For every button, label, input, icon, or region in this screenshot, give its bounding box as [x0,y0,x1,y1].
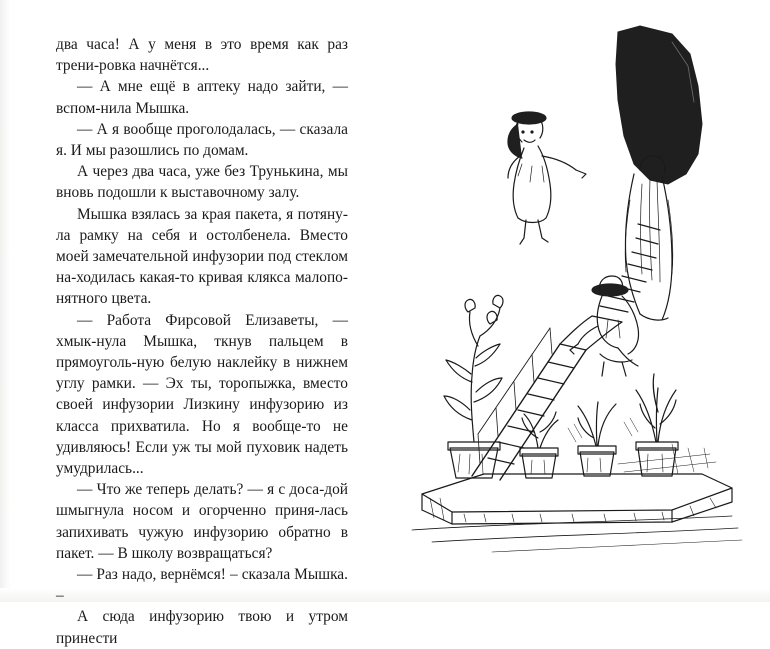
paragraph: Мышка взялась за края пакета, я потяну-ла рамку на себя и остолбенела. Вместо моей замечательной инфузории под стеклом на-ходилась какая-то кривая клякса малопо-нятного цвета. [56,205,348,308]
paragraph: — Что же теперь делать? — я с доса-дой шмыгнула носом и огорченно приня-лась запихивать чужую инфузорию обратно в пакет. — В школу возвращаться? [56,481,348,562]
page-text-column [56,34,348,649]
scan-edge-left [0,0,10,602]
page-illustration [372,24,748,554]
paragraph: два часа! А у меня в это время как раз трени-ровка начнётся... [56,36,348,75]
paragraph: — А я вообще проголодалась, — сказала я. И мы разошлись по домам. [56,120,348,160]
paragraph: А сюда инфузорию твою и утром принести [56,608,348,647]
paragraph: — Раз надо, вернёмся! – сказала Мышка. – [56,566,348,605]
paragraph: А через два часа, уже без Трунькина, мы вновь подошли к выставочному залу. [56,163,348,202]
illustration-drawing [372,24,748,554]
paragraph: — А мне ещё в аптеку надо зайти, — вспом-нила Мышка. [56,78,348,117]
paragraph: — Работа Фирсовой Елизаветы, — хмык-нула Мышка, ткнув пальцем в прямоуголь-ную белую наклейку в нижнем углу рамки. — Эх ты, торопыжка, вместо своей инфузории Лизкину инфузорию из класса прихватила. Но я вообще-то не удивляюсь! Если уж ты мой пуховик надеть умудрилась... [56,311,348,478]
